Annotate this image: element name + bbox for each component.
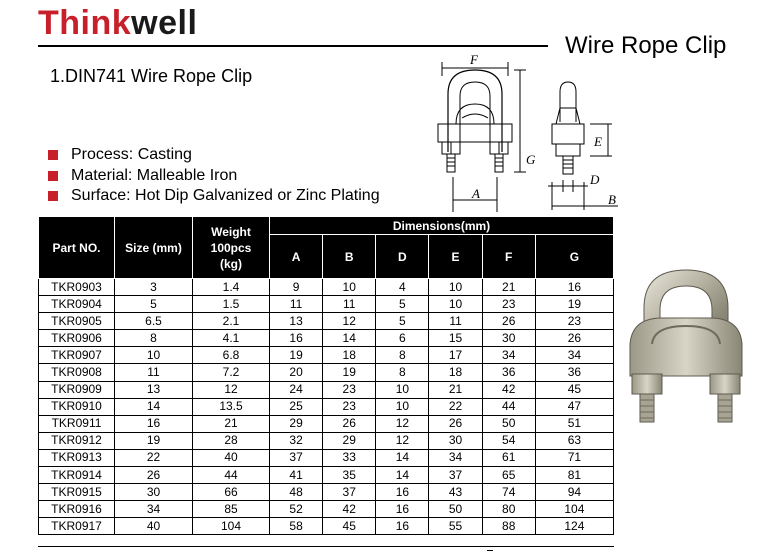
table-row xyxy=(39,415,614,432)
table-cell: 43 xyxy=(429,484,482,501)
table-cell: 80 xyxy=(482,501,535,518)
table-row xyxy=(39,381,614,398)
table-cell: 35 xyxy=(323,467,376,484)
square-bullet-icon xyxy=(48,171,58,181)
table-row xyxy=(39,518,614,535)
table-cell: 40 xyxy=(193,449,270,466)
dim-label-d: D xyxy=(590,172,600,187)
table-cell: 40 xyxy=(115,518,193,535)
table-cell: 34 xyxy=(429,449,482,466)
table-cell: 88 xyxy=(482,518,535,535)
col-header-a: A xyxy=(270,235,323,279)
table-cell: 65 xyxy=(482,467,535,484)
table-cell: 44 xyxy=(482,398,535,415)
table-cell: 23 xyxy=(482,296,535,313)
table-cell: 13 xyxy=(115,381,193,398)
table-cell: 18 xyxy=(429,364,482,381)
table-cell: 12 xyxy=(323,313,376,330)
table-cell: 3 xyxy=(115,279,193,296)
table-cell: 11 xyxy=(115,364,193,381)
table-cell: 14 xyxy=(376,449,429,466)
table-cell: 85 xyxy=(193,501,270,518)
table-cell: 1.4 xyxy=(193,279,270,296)
table-cell: 26 xyxy=(429,415,482,432)
technical-drawing xyxy=(420,52,630,212)
table-cell: 16 xyxy=(535,279,613,296)
col-header-d: D xyxy=(376,235,429,279)
table-cell: 37 xyxy=(270,449,323,466)
table-cell: TKR0909 xyxy=(39,381,115,398)
wire-rope-clip-photo xyxy=(622,268,750,428)
table-cell: 44 xyxy=(193,467,270,484)
table-cell: 19 xyxy=(115,432,193,449)
table-cell: 10 xyxy=(429,279,482,296)
table-cell: 36 xyxy=(535,364,613,381)
section-title: 1.DIN741 Wire Rope Clip xyxy=(50,66,253,86)
table-cell: 17 xyxy=(429,347,482,364)
table-cell: 14 xyxy=(115,398,193,415)
dim-label-g: G xyxy=(526,152,536,167)
table-row xyxy=(39,484,614,501)
col-header-g: G xyxy=(535,235,613,279)
header-divider xyxy=(38,45,548,47)
table-cell: TKR0906 xyxy=(39,330,115,347)
table-cell: 22 xyxy=(115,449,193,466)
table-row xyxy=(39,432,614,449)
table-cell: 8 xyxy=(115,330,193,347)
table-cell: 6 xyxy=(376,330,429,347)
table-cell: 9 xyxy=(270,279,323,296)
table-cell: 30 xyxy=(429,432,482,449)
table-cell: 48 xyxy=(270,484,323,501)
table-cell: 19 xyxy=(535,296,613,313)
table-cell: 30 xyxy=(482,330,535,347)
table-row xyxy=(39,347,614,364)
table-cell: 42 xyxy=(482,381,535,398)
table-cell: 10 xyxy=(115,347,193,364)
table-cell: 4.1 xyxy=(193,330,270,347)
table-cell: 34 xyxy=(535,347,613,364)
table-cell: 74 xyxy=(482,484,535,501)
brand-logo xyxy=(38,4,197,43)
table-cell: 13.5 xyxy=(193,398,270,415)
table-cell: 54 xyxy=(482,432,535,449)
table-cell: TKR0910 xyxy=(39,398,115,415)
table-cell: 26 xyxy=(323,415,376,432)
table-cell: 50 xyxy=(482,415,535,432)
table-cell: 6.8 xyxy=(193,347,270,364)
table-cell: 37 xyxy=(323,484,376,501)
table-cell: 34 xyxy=(115,501,193,518)
table-cell: 42 xyxy=(323,501,376,518)
table-cell: TKR0912 xyxy=(39,432,115,449)
table-cell: 11 xyxy=(323,296,376,313)
table-cell: 14 xyxy=(376,467,429,484)
table-cell: TKR0917 xyxy=(39,518,115,535)
table-cell: 10 xyxy=(323,279,376,296)
table-cell: 22 xyxy=(429,398,482,415)
table-cell: TKR0915 xyxy=(39,484,115,501)
table-cell: 5 xyxy=(376,313,429,330)
table-cell: 34 xyxy=(482,347,535,364)
table-row xyxy=(39,467,614,484)
table-row xyxy=(39,501,614,518)
table-cell: TKR0914 xyxy=(39,467,115,484)
spec-list xyxy=(48,145,380,207)
square-bullet-icon xyxy=(48,191,58,201)
spec-text: Surface: Hot Dip Galvanized or Zinc Plating xyxy=(71,187,380,204)
table-cell: 6.5 xyxy=(115,313,193,330)
table-cell: 23 xyxy=(535,313,613,330)
table-cell: 10 xyxy=(376,381,429,398)
square-bullet-icon xyxy=(48,150,58,160)
table-cell: 24 xyxy=(270,381,323,398)
table-cell: 25 xyxy=(270,398,323,415)
table-cell: 1.5 xyxy=(193,296,270,313)
table-cell: TKR0908 xyxy=(39,364,115,381)
table-cell: 51 xyxy=(535,415,613,432)
table-cell: 37 xyxy=(429,467,482,484)
table-cell: 29 xyxy=(270,415,323,432)
table-row xyxy=(39,296,614,313)
table-cell: 71 xyxy=(535,449,613,466)
table-cell: 81 xyxy=(535,467,613,484)
table-row xyxy=(39,364,614,381)
table-cell: 52 xyxy=(270,501,323,518)
table-cell: TKR0911 xyxy=(39,415,115,432)
dim-label-b: B xyxy=(608,192,616,207)
table-cell: 66 xyxy=(193,484,270,501)
spec-text: Material: Malleable Iron xyxy=(71,166,238,184)
table-cell: 16 xyxy=(115,415,193,432)
table-cell: 63 xyxy=(535,432,613,449)
table-cell: TKR0913 xyxy=(39,449,115,466)
table-cell: 94 xyxy=(535,484,613,501)
table-cell: 45 xyxy=(323,518,376,535)
spec-item xyxy=(48,166,380,187)
table-cell: 30 xyxy=(115,484,193,501)
table-cell: 29 xyxy=(323,432,376,449)
table-cell: 124 xyxy=(535,518,613,535)
table-cell: 23 xyxy=(323,398,376,415)
dim-label-a: A xyxy=(472,186,480,201)
table-cell: 15 xyxy=(429,330,482,347)
col-header-weight: Weight 100pcs (kg) xyxy=(193,217,270,279)
table-cell: 10 xyxy=(376,398,429,415)
spec-item xyxy=(48,145,380,166)
col-header-e: E xyxy=(429,235,482,279)
table-row xyxy=(39,330,614,347)
page-title: Wire Rope Clip xyxy=(565,32,727,59)
brand-logo-part1: Think xyxy=(38,4,132,42)
table-cell: 5 xyxy=(115,296,193,313)
table-row xyxy=(39,313,614,330)
table-cell: 20 xyxy=(270,364,323,381)
table-cell: 26 xyxy=(482,313,535,330)
col-header-size: Size (mm) xyxy=(115,217,193,279)
table-cell: 50 xyxy=(429,501,482,518)
table-cell: 10 xyxy=(429,296,482,313)
table-cell: 2.1 xyxy=(193,313,270,330)
table-cell: 58 xyxy=(270,518,323,535)
table-cell: 4 xyxy=(376,279,429,296)
table-cell: 26 xyxy=(535,330,613,347)
table-cell: 12 xyxy=(376,415,429,432)
footer-divider xyxy=(38,546,614,547)
table-cell: TKR0903 xyxy=(39,279,115,296)
table-cell: 23 xyxy=(323,381,376,398)
table-cell: TKR0904 xyxy=(39,296,115,313)
table-cell: 45 xyxy=(535,381,613,398)
dim-label-f: F xyxy=(470,52,478,67)
footer-mark xyxy=(487,550,493,551)
brand-logo-part2: well xyxy=(131,4,198,42)
table-cell: 14 xyxy=(323,330,376,347)
table-cell: 8 xyxy=(376,364,429,381)
table-cell: 32 xyxy=(270,432,323,449)
table-cell: 12 xyxy=(376,432,429,449)
table-cell: 61 xyxy=(482,449,535,466)
table-cell: 16 xyxy=(376,501,429,518)
table-cell: 12 xyxy=(193,381,270,398)
table-cell: 26 xyxy=(115,467,193,484)
table-body xyxy=(39,279,614,535)
table-cell: 16 xyxy=(376,518,429,535)
table-cell: 28 xyxy=(193,432,270,449)
table-row xyxy=(39,279,614,296)
table-cell: 18 xyxy=(323,347,376,364)
table-cell: 36 xyxy=(482,364,535,381)
col-header-f: F xyxy=(482,235,535,279)
spec-table xyxy=(38,216,614,535)
table-cell: 11 xyxy=(429,313,482,330)
table-row xyxy=(39,398,614,415)
table-cell: 33 xyxy=(323,449,376,466)
table-cell: 19 xyxy=(323,364,376,381)
table-row xyxy=(39,449,614,466)
table-cell: 104 xyxy=(193,518,270,535)
table-cell: TKR0916 xyxy=(39,501,115,518)
table-cell: 104 xyxy=(535,501,613,518)
table-cell: 16 xyxy=(270,330,323,347)
col-header-part-no: Part NO. xyxy=(39,217,115,279)
table-cell: 5 xyxy=(376,296,429,313)
table-cell: 13 xyxy=(270,313,323,330)
col-header-b: B xyxy=(323,235,376,279)
table-cell: TKR0907 xyxy=(39,347,115,364)
table-cell: 11 xyxy=(270,296,323,313)
table-cell: 7.2 xyxy=(193,364,270,381)
table-cell: TKR0905 xyxy=(39,313,115,330)
table-cell: 21 xyxy=(429,381,482,398)
table-cell: 41 xyxy=(270,467,323,484)
table-cell: 21 xyxy=(193,415,270,432)
table-cell: 47 xyxy=(535,398,613,415)
col-header-dimensions: Dimensions(mm) xyxy=(270,217,614,235)
dim-label-e: E xyxy=(594,134,602,149)
table-cell: 8 xyxy=(376,347,429,364)
table-cell: 16 xyxy=(376,484,429,501)
table-cell: 19 xyxy=(270,347,323,364)
spec-item xyxy=(48,186,380,207)
table-cell: 21 xyxy=(482,279,535,296)
table-cell: 55 xyxy=(429,518,482,535)
spec-text: Process: Casting xyxy=(71,146,192,163)
